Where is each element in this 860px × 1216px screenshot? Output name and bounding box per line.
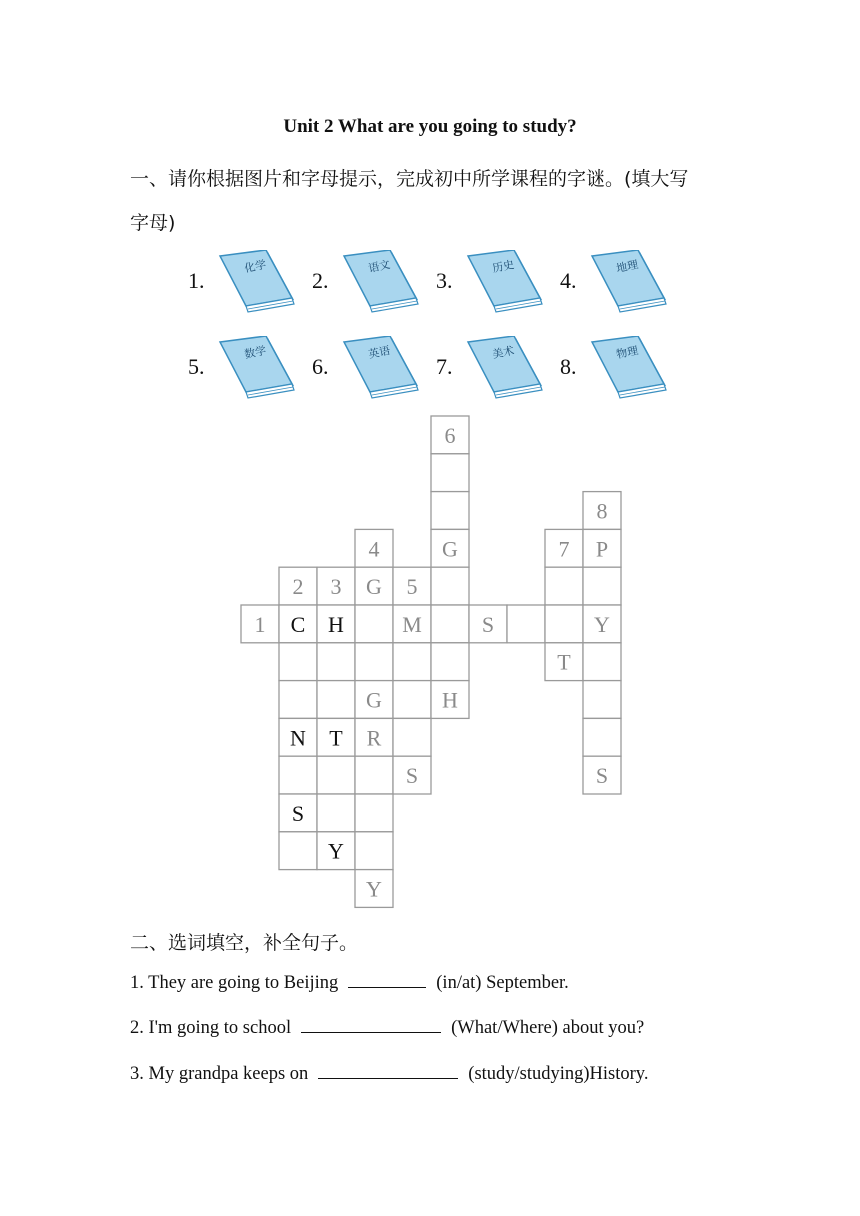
crossword-cell[interactable]: [583, 567, 621, 605]
crossword-cell[interactable]: [317, 643, 355, 681]
crossword-cell[interactable]: [431, 492, 469, 530]
crossword-cell[interactable]: [355, 529, 393, 567]
crossword-cell[interactable]: [545, 567, 583, 605]
book-number: 7.: [436, 354, 453, 379]
letter-hint: H: [442, 687, 458, 713]
crossword-cell[interactable]: [355, 832, 393, 870]
crossword-cell[interactable]: [355, 643, 393, 681]
crossword-cell[interactable]: [393, 605, 431, 643]
crossword-cell[interactable]: [431, 605, 469, 643]
letter-hint: P: [595, 536, 609, 562]
crossword-cell[interactable]: [431, 643, 469, 681]
letter-hint: S: [481, 611, 495, 637]
crossword-cell[interactable]: [393, 681, 431, 719]
crossword-cell[interactable]: [431, 416, 469, 454]
letter-hint: Y: [366, 876, 382, 902]
letter-hint: S: [405, 763, 419, 789]
clue-number: 1: [254, 611, 266, 637]
letter-hint: H: [328, 611, 344, 637]
crossword-cell[interactable]: [431, 454, 469, 492]
letter-hint: M: [402, 611, 422, 637]
crossword-cell[interactable]: [279, 605, 317, 643]
book-number: 8.: [560, 354, 577, 379]
clue-number: 7: [558, 536, 570, 562]
crossword-cell[interactable]: [279, 832, 317, 870]
letter-hint: G: [442, 536, 458, 562]
letter-hint: Y: [328, 838, 344, 864]
page-title: Unit 2 What are you going to study?: [283, 116, 577, 137]
clue-number: 2: [292, 574, 304, 600]
question-3: [130, 1064, 649, 1085]
letter-hint: G: [366, 574, 382, 600]
crossword-cell[interactable]: [545, 643, 583, 681]
letter-hint: G: [366, 687, 382, 713]
book-number: 6.: [312, 354, 329, 379]
crossword-cell[interactable]: [355, 567, 393, 605]
book-label: 化学: [243, 257, 268, 276]
crossword-cell[interactable]: [545, 605, 583, 643]
crossword-cell[interactable]: [317, 605, 355, 643]
crossword-cell[interactable]: [317, 756, 355, 794]
question-options: (What/Where) about you?: [451, 1018, 645, 1038]
question-options: (in/at) September.: [436, 973, 569, 993]
clue-number: 6: [444, 422, 456, 448]
letter-hint: R: [366, 725, 382, 751]
clue-number: 4: [368, 536, 380, 562]
crossword-cell[interactable]: [241, 605, 279, 643]
crossword-cell[interactable]: [355, 870, 393, 908]
book-number: 3.: [436, 268, 453, 293]
crossword-cell[interactable]: [317, 794, 355, 832]
clue-number: 5: [406, 574, 418, 600]
book-label: 英语: [367, 343, 392, 362]
question-text: 2. I'm going to school: [130, 1018, 292, 1038]
question-text: 1. They are going to Beijing: [130, 973, 339, 993]
crossword-cell[interactable]: [279, 567, 317, 605]
crossword-cell[interactable]: [355, 756, 393, 794]
question-1: [130, 973, 569, 994]
instruction-line2: 字母): [130, 212, 176, 234]
answer-blank[interactable]: [301, 1018, 441, 1033]
section2-heading: 二、选词填空，补全句子。: [130, 932, 359, 954]
crossword-cell[interactable]: [317, 567, 355, 605]
book-number: 1.: [188, 268, 205, 293]
crossword-cell[interactable]: [355, 794, 393, 832]
crossword-cell[interactable]: [393, 567, 431, 605]
crossword-cell[interactable]: [279, 718, 317, 756]
letter-hint: Y: [594, 611, 610, 637]
crossword-cell[interactable]: [583, 681, 621, 719]
question-2: [130, 1018, 644, 1039]
letter-hint: T: [557, 649, 571, 675]
crossword-cell[interactable]: [469, 605, 507, 643]
crossword-cell[interactable]: [431, 567, 469, 605]
crossword-cell[interactable]: [583, 718, 621, 756]
letter-hint: S: [291, 800, 305, 826]
book-number: 4.: [560, 268, 577, 293]
crossword-cell[interactable]: [431, 529, 469, 567]
instruction-line1: 一、请你根据图片和字母提示，完成初中所学课程的字谜。(填大写: [130, 168, 689, 190]
book-label: 美术: [491, 343, 516, 362]
crossword-cell[interactable]: [355, 605, 393, 643]
crossword-cell[interactable]: [393, 718, 431, 756]
book-number: 2.: [312, 268, 329, 293]
crossword-cell[interactable]: [279, 681, 317, 719]
question-text: 3. My grandpa keeps on: [130, 1064, 309, 1084]
crossword-cell[interactable]: [317, 681, 355, 719]
answer-blank[interactable]: [348, 973, 426, 988]
crossword-cell[interactable]: [393, 643, 431, 681]
book-number: 5.: [188, 354, 205, 379]
book-label: 物理: [615, 343, 640, 362]
crossword-cell[interactable]: [431, 681, 469, 719]
clue-number: 8: [596, 498, 608, 524]
question-options: (study/studying)History.: [468, 1064, 649, 1084]
crossword-cell[interactable]: [583, 492, 621, 530]
book-label: 数学: [243, 343, 268, 362]
crossword-cell[interactable]: [545, 529, 583, 567]
crossword-cell[interactable]: [507, 605, 545, 643]
crossword-cell[interactable]: [583, 529, 621, 567]
book-label: 语文: [367, 257, 392, 276]
letter-hint: N: [290, 725, 306, 751]
crossword-cell[interactable]: [317, 832, 355, 870]
crossword-cell[interactable]: [355, 681, 393, 719]
clue-number: 3: [330, 574, 342, 600]
crossword-cell[interactable]: [317, 718, 355, 756]
crossword-cell[interactable]: [279, 794, 317, 832]
letter-hint: T: [329, 725, 343, 751]
book-label: 地理: [615, 257, 640, 276]
crossword-cell[interactable]: [583, 756, 621, 794]
crossword-cell[interactable]: [393, 756, 431, 794]
answer-blank[interactable]: [318, 1064, 458, 1079]
crossword-cell[interactable]: [583, 643, 621, 681]
letter-hint: S: [595, 763, 609, 789]
crossword-cell[interactable]: [279, 756, 317, 794]
crossword-cell[interactable]: [355, 718, 393, 756]
letter-hint: C: [290, 611, 306, 637]
crossword-cell[interactable]: [583, 605, 621, 643]
crossword-cell[interactable]: [279, 643, 317, 681]
book-label: 历史: [491, 257, 516, 276]
